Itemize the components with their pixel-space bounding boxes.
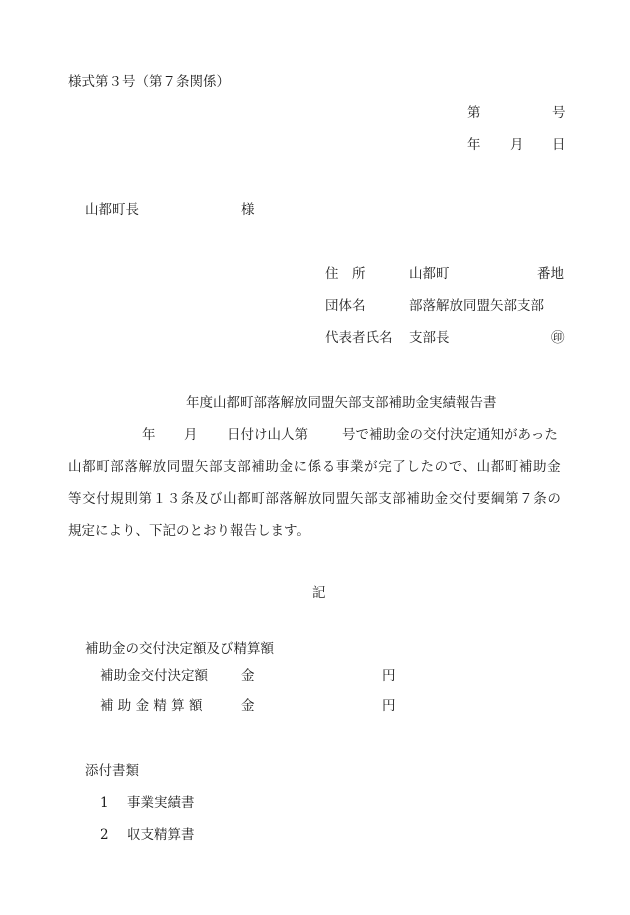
addressee-name: 山都町長 <box>85 202 139 218</box>
doc-number-prefix: 第 <box>467 105 481 121</box>
sender-address-suffix: 番地 <box>537 266 564 282</box>
sender-org-value: 部落解放同盟矢部支部 <box>409 298 544 314</box>
body-month: 月 <box>184 427 198 443</box>
form-number-header: 様式第３号（第７条関係） <box>68 74 230 90</box>
sender-address-label: 住 所 <box>325 266 366 282</box>
addressee-honorific: 様 <box>241 202 255 218</box>
doc-number-suffix: 号 <box>552 105 566 121</box>
settlement-amount-yen: 円 <box>382 698 396 714</box>
decision-amount-kin: 金 <box>241 668 255 684</box>
body-date-text: 日付け山人第 <box>227 427 308 443</box>
body-line-3: 等交付規則第１３条及び山都町部落解放同盟矢部支部補助金交付要綱第７条の <box>68 491 562 507</box>
date-year: 年 <box>467 137 481 153</box>
attachment-item-2-label: 収支精算書 <box>127 827 195 843</box>
settlement-amount-label: 補 助 金 精 算 額 <box>100 698 203 714</box>
seal-mark: ㊞ <box>551 330 565 346</box>
attachment-item-1-num: 1 <box>100 795 109 811</box>
sender-org-label: 団体名 <box>325 298 366 314</box>
attachments-heading: 添付書類 <box>85 763 139 779</box>
sender-address-value: 山都町 <box>409 266 450 282</box>
attachment-item-2-num: 2 <box>100 827 109 843</box>
body-line1-rest: 号で補助金の交付決定通知があった <box>342 427 558 443</box>
body-year: 年 <box>142 427 156 443</box>
decision-amount-label: 補助金交付決定額 <box>100 668 208 684</box>
attachment-item-1-label: 事業実績書 <box>127 795 195 811</box>
document-title: 年度山都町部落解放同盟矢部支部補助金実績報告書 <box>186 395 497 411</box>
body-line-4: 規定により、下記のとおり報告します。 <box>68 523 310 539</box>
sender-rep-value: 支部長 <box>409 330 450 346</box>
date-month: 月 <box>510 137 524 153</box>
body-line-2: 山都町部落解放同盟矢部支部補助金に係る事業が完了したので、山都町補助金 <box>68 459 562 475</box>
settlement-amount-kin: 金 <box>241 698 255 714</box>
date-day: 日 <box>552 137 566 153</box>
sender-rep-label: 代表者氏名 <box>325 330 393 346</box>
ki-marker: 記 <box>312 585 326 601</box>
decision-amount-yen: 円 <box>382 668 396 684</box>
amounts-heading: 補助金の交付決定額及び精算額 <box>85 641 274 657</box>
